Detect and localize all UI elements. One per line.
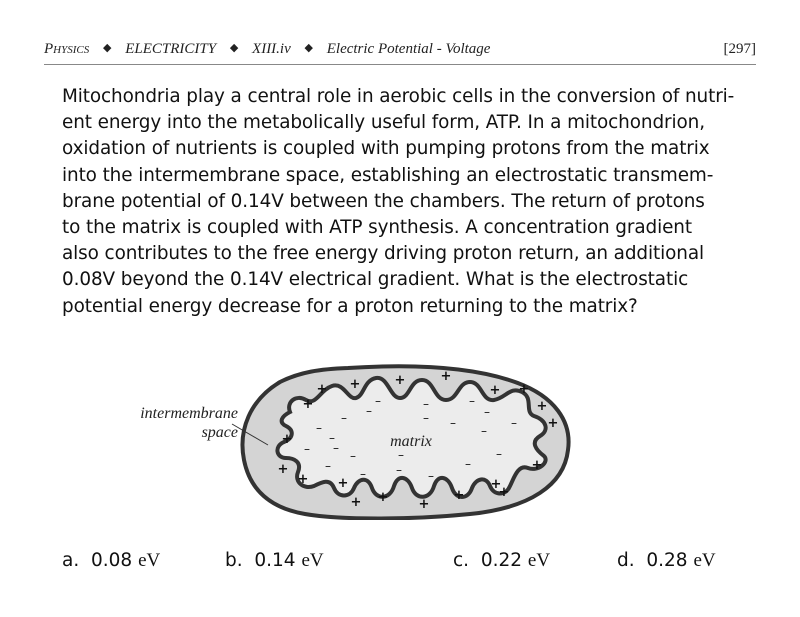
svg-text:–: – bbox=[511, 416, 517, 430]
choice-a[interactable] bbox=[62, 550, 160, 572]
header-topic: ELECTRICITY bbox=[125, 41, 217, 57]
choice-letter: b. bbox=[225, 550, 243, 571]
question-line: Mitochondria play a central role in aerobic cells in the conversion of nutri- bbox=[62, 86, 735, 107]
running-header bbox=[44, 38, 756, 62]
svg-text:–: – bbox=[360, 467, 366, 481]
bullet-separator-icon: ◆ bbox=[102, 42, 112, 54]
svg-text:–: – bbox=[496, 447, 502, 461]
header-section: XIII.iv bbox=[252, 41, 291, 57]
header-title: Electric Potential - Voltage bbox=[326, 41, 491, 57]
header-rule bbox=[44, 64, 756, 65]
svg-text:+: + bbox=[281, 432, 293, 447]
bullet-separator-icon: ◆ bbox=[304, 42, 313, 54]
svg-text:–: – bbox=[481, 424, 487, 438]
svg-text:–: – bbox=[316, 421, 322, 435]
svg-text:–: – bbox=[341, 411, 347, 425]
choice-letter: c. bbox=[453, 550, 470, 571]
question-line: ent energy into the metabolically useful form, ATP. In a mitochondrion, bbox=[62, 112, 705, 134]
svg-text:–: – bbox=[450, 416, 456, 430]
svg-text:+: + bbox=[350, 495, 362, 510]
choice-value: 0.22 bbox=[480, 550, 523, 571]
svg-text:–: – bbox=[304, 442, 310, 456]
question-text bbox=[62, 84, 752, 320]
svg-text:+: + bbox=[547, 416, 559, 431]
svg-text:+: + bbox=[277, 462, 289, 477]
question-line: into the intermembrane space, establishing an electrostatic transmem- bbox=[62, 164, 714, 186]
svg-text:+: + bbox=[440, 369, 452, 384]
question-line: to the matrix is coupled with ATP synthesis. A concentration gradient bbox=[62, 217, 692, 239]
choice-letter: d. bbox=[617, 550, 635, 571]
svg-text:–: – bbox=[398, 448, 404, 462]
svg-text:–: – bbox=[465, 457, 471, 471]
question-line: potential energy decrease for a proton returning to the matrix? bbox=[62, 295, 638, 317]
svg-text:–: – bbox=[333, 441, 339, 455]
bullet-separator-icon: ◆ bbox=[229, 42, 239, 54]
choice-c[interactable] bbox=[453, 550, 550, 572]
choice-value: 0.14 bbox=[254, 550, 296, 571]
question-line: brane potential of 0.14V between the chambers. The return of protons bbox=[62, 190, 705, 212]
svg-text:+: + bbox=[531, 458, 543, 473]
choice-unit: eV bbox=[301, 550, 324, 571]
svg-text:–: – bbox=[329, 431, 335, 445]
header-subject: Physics bbox=[44, 41, 90, 57]
page-number: [297] bbox=[723, 41, 756, 57]
question-line: also contributes to the free energy driving proton return, an additional bbox=[62, 243, 704, 265]
choice-letter: a. bbox=[62, 550, 80, 571]
svg-text:–: – bbox=[366, 404, 372, 418]
choice-d[interactable] bbox=[617, 550, 716, 572]
svg-text:–: – bbox=[428, 469, 434, 483]
question-line: oxidation of nutrients is coupled with pumping protons from the matrix bbox=[62, 138, 710, 160]
svg-text:–: – bbox=[423, 411, 429, 425]
choice-b[interactable] bbox=[225, 550, 324, 572]
svg-text:+: + bbox=[316, 382, 328, 397]
choice-unit: eV bbox=[527, 550, 551, 571]
svg-text:–: – bbox=[350, 449, 356, 463]
svg-text:+: + bbox=[297, 472, 309, 487]
svg-text:–: – bbox=[484, 405, 490, 419]
svg-text:+: + bbox=[489, 383, 501, 398]
choice-unit: eV bbox=[693, 550, 716, 571]
svg-text:+: + bbox=[518, 382, 530, 397]
space-label: space bbox=[201, 424, 238, 441]
intermembrane-label: intermembrane bbox=[140, 405, 238, 422]
svg-text:+: + bbox=[302, 397, 314, 412]
matrix-label: matrix bbox=[390, 433, 432, 450]
choice-value: 0.28 bbox=[646, 550, 688, 571]
choice-unit: eV bbox=[138, 550, 161, 571]
header-breadcrumb bbox=[44, 41, 490, 58]
svg-text:–: – bbox=[396, 463, 402, 477]
svg-text:–: – bbox=[325, 459, 331, 473]
svg-text:+: + bbox=[418, 497, 430, 512]
svg-text:–: – bbox=[423, 397, 429, 411]
choice-value: 0.08 bbox=[90, 550, 133, 571]
svg-text:+: + bbox=[490, 477, 502, 492]
svg-text:+: + bbox=[498, 485, 510, 500]
svg-text:–: – bbox=[375, 394, 381, 408]
svg-text:+: + bbox=[337, 476, 349, 491]
svg-text:+: + bbox=[394, 373, 406, 388]
answer-choices bbox=[0, 550, 800, 580]
svg-text:–: – bbox=[469, 394, 475, 408]
svg-text:+: + bbox=[536, 399, 548, 414]
svg-text:+: + bbox=[377, 490, 389, 505]
mitochondrion-diagram bbox=[110, 360, 590, 520]
svg-text:+: + bbox=[453, 488, 465, 503]
svg-text:+: + bbox=[349, 377, 361, 392]
question-line: 0.08V beyond the 0.14V electrical gradient. What is the electrostatic bbox=[62, 269, 689, 291]
